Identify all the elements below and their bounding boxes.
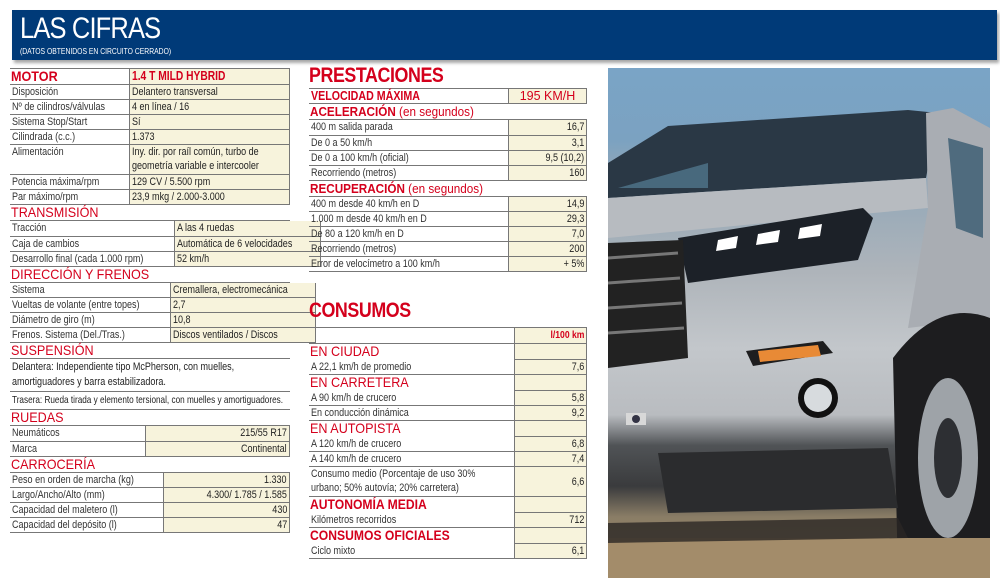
table-row: Ciclo mixto 6,1: [309, 544, 587, 559]
suspension-heading: SUSPENSIÓN: [10, 343, 290, 359]
page-title: LAS CIFRAS: [20, 12, 161, 45]
ruedas-table: [10, 426, 290, 457]
table-row: Sistema Cremallera, electromecánica: [10, 283, 315, 298]
suspension-delantera: Delantera: Independiente tipo McPherson, con muelles, amortiguadores y barra estabilizadora.: [10, 359, 290, 392]
table-row: Caja de cambios Automática de 6 velocidades: [10, 236, 320, 251]
transmision-table: [10, 221, 321, 267]
table-row: 400 m desde 40 km/h en D 14,9: [309, 197, 587, 212]
velocidad-label: VELOCIDAD MÁXIMA: [309, 89, 509, 104]
table-row: A 140 km/h de crucero 7,4: [309, 452, 587, 467]
table-row: De 0 a 50 km/h 3,1: [309, 135, 587, 150]
table-row: 400 m salida parada 16,7: [309, 120, 587, 135]
table-row: Capacidad del depósito (l) 47: [10, 518, 290, 533]
autopista-heading-row: EN AUTOPISTA: [309, 421, 587, 437]
aceleracion-table: [309, 120, 587, 181]
table-row: Potencia máxima/rpm 129 CV / 5.500 rpm: [10, 175, 290, 190]
table-row: Vueltas de volante (entre topes) 2,7: [10, 298, 315, 313]
table-row: Largo/Ancho/Alto (mm) 4.300/ 1.785 / 1.585: [10, 488, 290, 503]
direccion-table: [10, 283, 316, 344]
table-row: 1.000 m desde 40 km/h en D 29,3: [309, 212, 587, 227]
motor-heading-value: 1.4 T MILD HYBRID: [130, 69, 290, 85]
carroceria-heading: CARROCERÍA: [10, 457, 290, 473]
table-row: Disposición Delantero transversal: [10, 85, 290, 100]
page-subtitle: (DATOS OBTENIDOS EN CIRCUITO CERRADO): [20, 46, 172, 56]
table-row: Consumo medio (Porcentaje de uso 30% urbano; 50% autovía; 20% carretera) 6,6: [309, 467, 587, 497]
recuperacion-table: [309, 197, 587, 273]
table-row: A 90 km/h de crucero 5,8: [309, 391, 587, 406]
car-illustration-icon: [608, 68, 990, 578]
oficiales-heading-row: CONSUMOS OFICIALES: [309, 528, 587, 544]
table-row: Tracción A las 4 ruedas: [10, 221, 320, 236]
velocidad-value: 195 KM/H: [509, 89, 587, 104]
carroceria-table: [10, 473, 290, 534]
table-row: Error de velocímetro a 100 km/h + 5%: [309, 257, 587, 272]
car-front-photo: [608, 68, 990, 578]
table-row: Peso en orden de marcha (kg) 1.330: [10, 473, 290, 488]
motor-table: [10, 68, 290, 205]
consumos-title: CONSUMOS: [309, 299, 411, 322]
table-row: En conducción dinámica 9,2: [309, 406, 587, 421]
direccion-heading: DIRECCIÓN Y FRENOS: [10, 267, 290, 283]
table-row: Par máximo/rpm 23,9 mkg / 2.000-3.000: [10, 190, 290, 205]
carretera-heading-row: EN CARRETERA: [309, 375, 587, 391]
consumos-table: [309, 327, 587, 559]
table-row: De 0 a 100 km/h (oficial) 9,5 (10,2): [309, 150, 587, 165]
table-row: Neumáticos 215/55 R17: [10, 426, 290, 441]
consumo-unit: l/100 km: [514, 328, 586, 344]
table-row: A 120 km/h de crucero 6,8: [309, 437, 587, 452]
velocidad-table: [309, 88, 587, 104]
performance-column: [309, 64, 587, 559]
motor-heading: MOTOR: [10, 69, 130, 85]
transmision-heading: TRANSMISIÓN: [10, 205, 290, 221]
table-row: Desarrollo final (cada 1.000 rpm) 52 km/h: [10, 251, 320, 266]
specs-column: [10, 68, 293, 533]
aceleracion-heading: ACELERACIÓN (en segundos): [309, 104, 587, 120]
table-row: A 22,1 km/h de promedio 7,6: [309, 360, 587, 375]
table-row: Kilómetros recorridos 712: [309, 513, 587, 528]
header-banner: [12, 10, 997, 60]
motor-heading-row: [10, 69, 290, 85]
table-row: Nº de cilindros/válvulas 4 en línea / 16: [10, 100, 290, 115]
prestaciones-title: PRESTACIONES: [309, 64, 444, 87]
recuperacion-heading: RECUPERACIÓN (en segundos): [309, 181, 587, 197]
table-row: Cilindrada (c.c.) 1.373: [10, 130, 290, 145]
table-row: Frenos. Sistema (Del./Tras.) Discos ventilados / Discos: [10, 328, 315, 343]
table-row: Sistema Stop/Start Sí: [10, 115, 290, 130]
autonomia-heading-row: AUTONOMÍA MEDIA: [309, 497, 587, 513]
velocidad-row: [309, 89, 587, 104]
table-row: Alimentación Iny. dir. por raíl común, turbo de geometría variable e intercooler: [10, 145, 290, 175]
table-row: Capacidad del maletero (l) 430: [10, 503, 290, 518]
table-row: Diámetro de giro (m) 10,8: [10, 313, 315, 328]
unit-row: [309, 328, 587, 344]
ciudad-heading-row: EN CIUDAD: [309, 344, 587, 360]
ruedas-heading: RUEDAS: [10, 410, 290, 426]
suspension-trasera: Trasera: Rueda tirada y elemento tersional, con muelles y amortiguadores.: [10, 392, 290, 410]
table-row: Marca Continental: [10, 441, 290, 456]
table-row: Recorriendo (metros) 200: [309, 242, 587, 257]
table-row: Recorriendo (metros) 160: [309, 165, 587, 180]
table-row: De 80 a 120 km/h en D 7,0: [309, 227, 587, 242]
